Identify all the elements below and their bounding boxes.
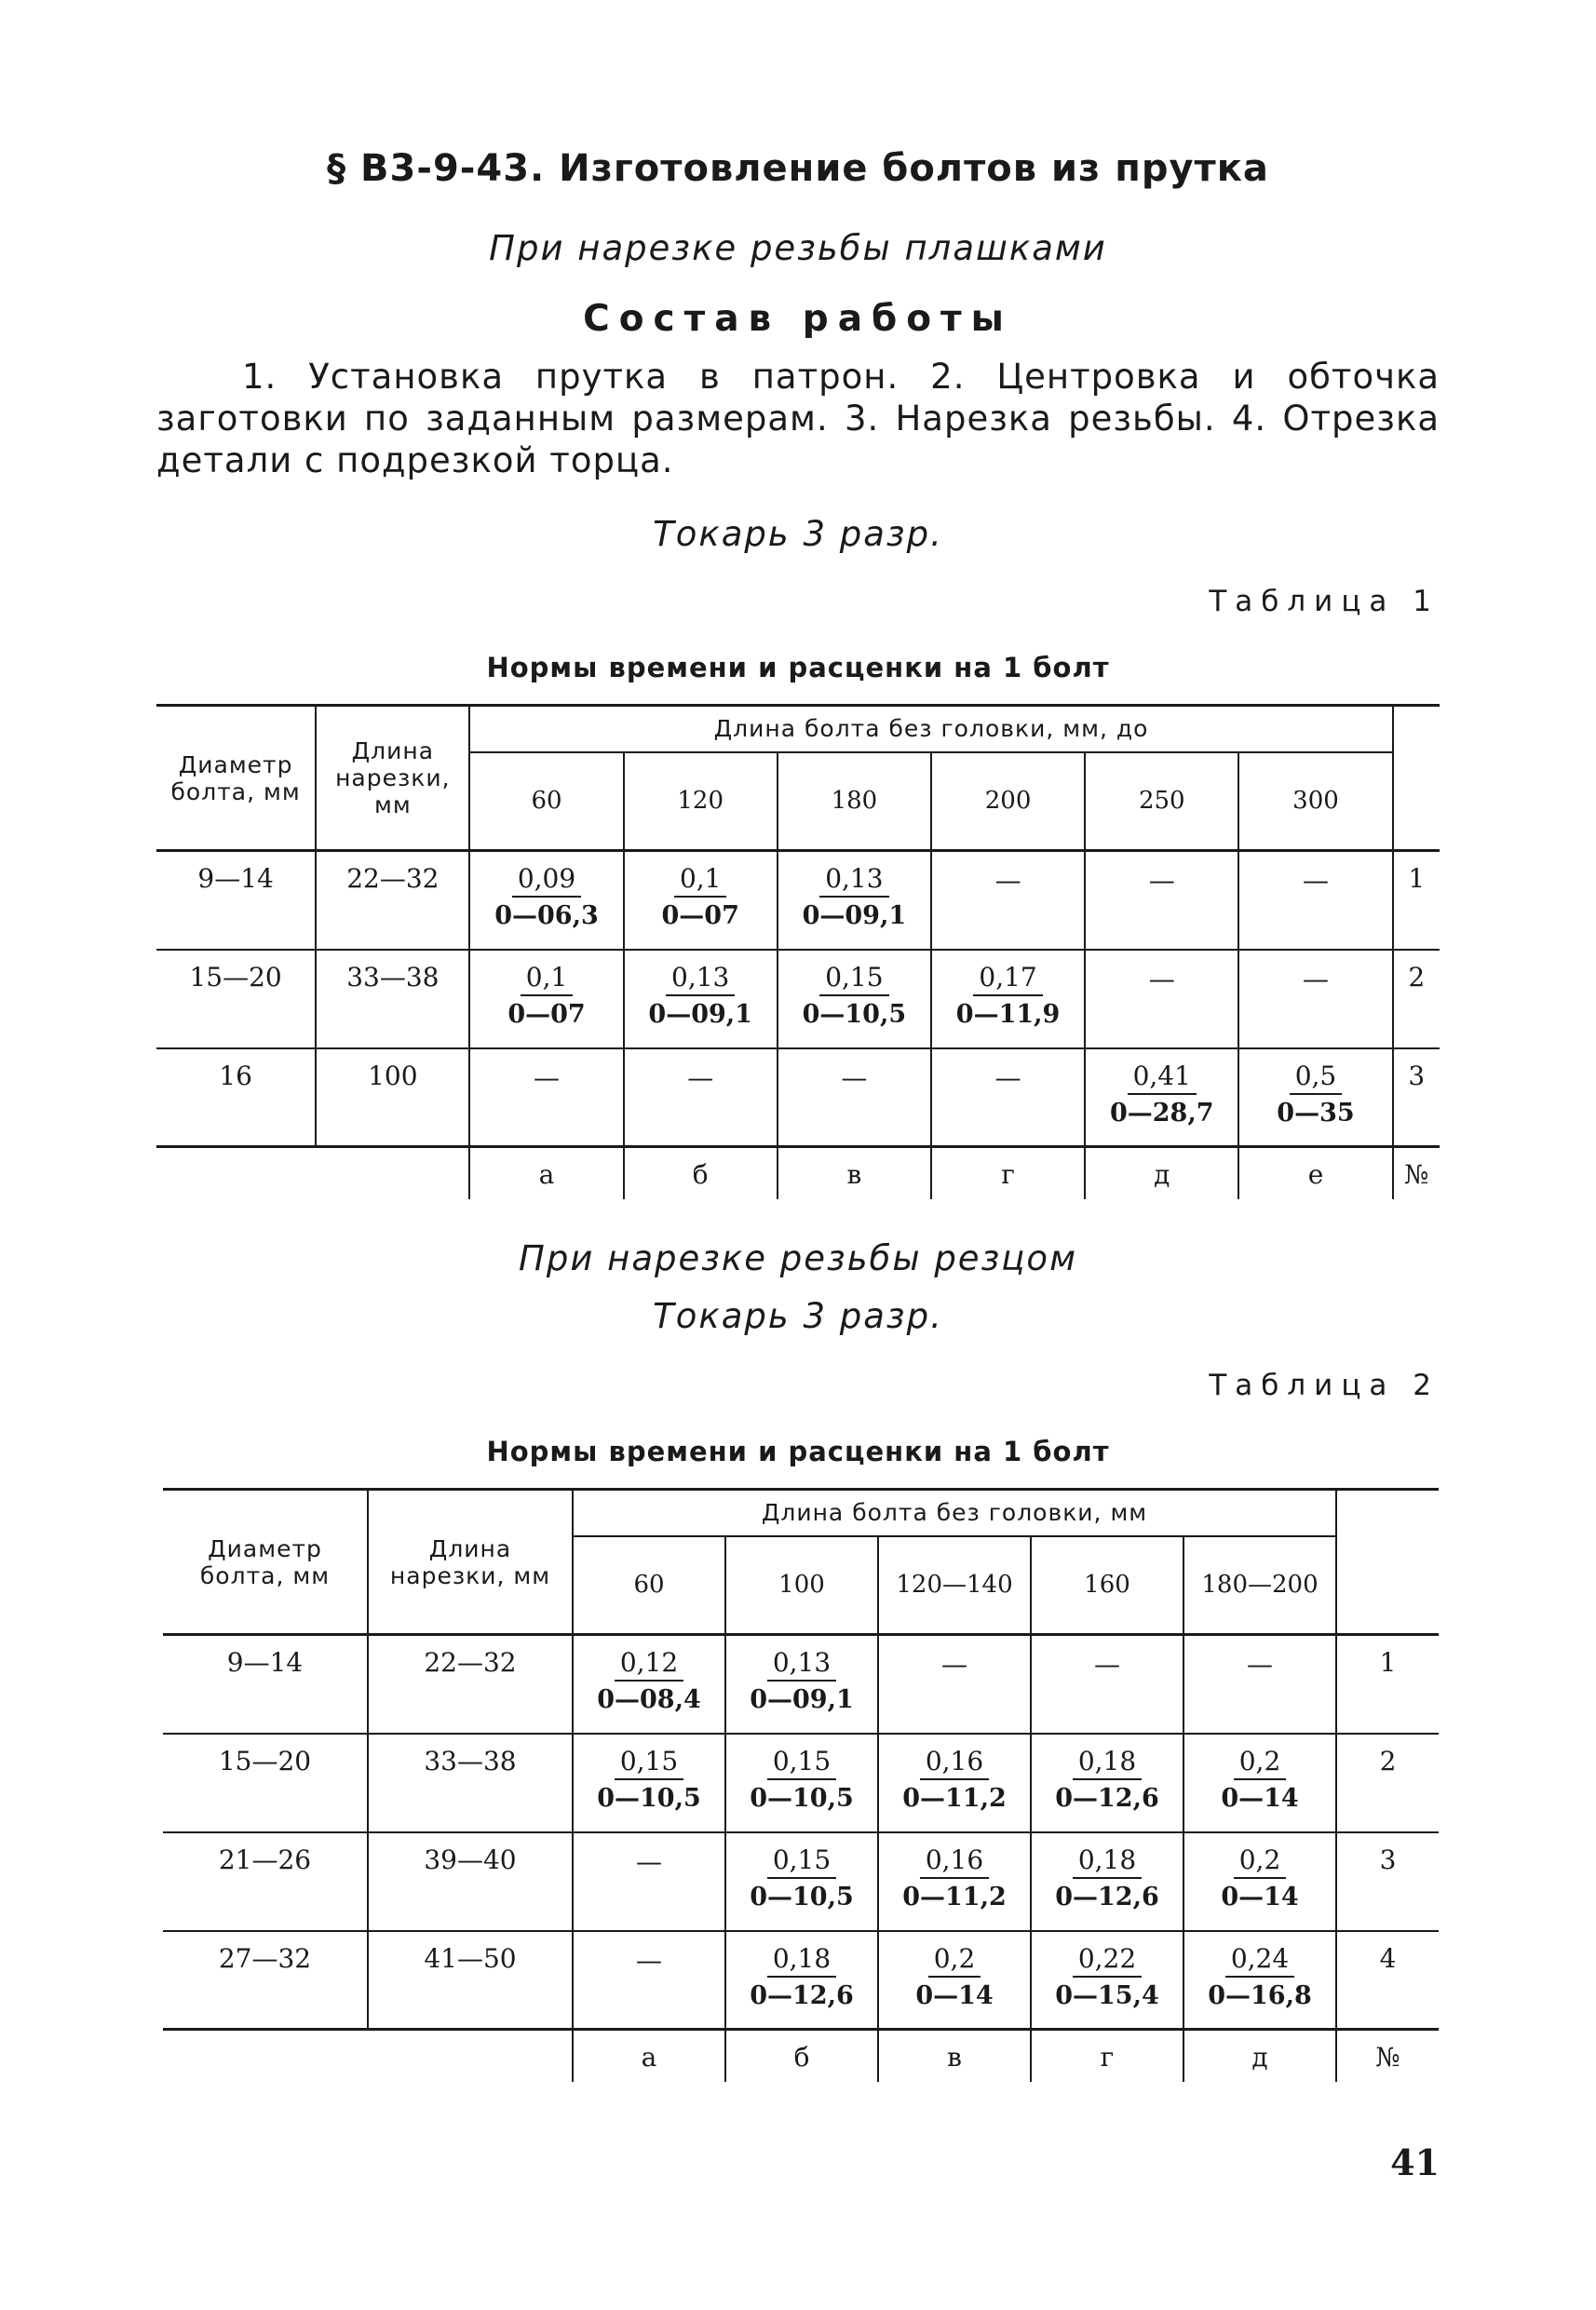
header-length-3: 200 <box>931 752 1085 851</box>
rate-value: 0—09,1 <box>802 901 907 930</box>
rate-value: 0—06,3 <box>494 901 599 930</box>
cell-norm <box>624 950 778 1048</box>
column-letter: в <box>878 2030 1031 2082</box>
rate-value: 0—08,4 <box>597 1685 701 1714</box>
rate-value: 0—15,4 <box>1055 1980 1159 2010</box>
time-rate-fraction <box>902 1746 1007 1813</box>
page-number: 41 <box>1390 2141 1440 2183</box>
empty-dash: — <box>687 1061 714 1093</box>
empty-dash: — <box>636 1944 662 1976</box>
rate-value: 0—12,6 <box>750 1980 854 2010</box>
time-norm: 0,18 <box>1073 1746 1142 1780</box>
cell-norm <box>1085 950 1238 1048</box>
time-rate-fraction <box>750 1943 854 2010</box>
column-letter: а <box>469 1147 623 1199</box>
time-norm: 0,2 <box>1234 1844 1287 1879</box>
time-norm: 0,16 <box>920 1746 989 1780</box>
cell-diameter: 21—26 <box>163 1832 368 1931</box>
rate-value: 0—10,5 <box>597 1783 701 1813</box>
time-rate-fraction <box>648 962 752 1029</box>
table-1-label: Таблица 1 <box>1209 585 1440 618</box>
cell-norm <box>1085 1048 1238 1147</box>
cell-norm <box>878 1931 1031 2030</box>
time-norm: 0,2 <box>928 1943 981 1978</box>
cell-row-number: 1 <box>1393 851 1440 950</box>
cell-norm <box>624 851 778 950</box>
cell-norm <box>878 1832 1031 1931</box>
cell-diameter: 27—32 <box>163 1931 368 2030</box>
cell-norm <box>725 1931 878 2030</box>
time-norm: 0,41 <box>1128 1060 1197 1095</box>
footer-blank <box>163 2030 368 2082</box>
work-composition-heading: Состав работы <box>583 298 1013 340</box>
table-1-caption: Нормы времени и расценки на 1 болт <box>486 652 1110 683</box>
cell-diameter: 15—20 <box>156 950 316 1048</box>
cell-norm <box>931 851 1085 950</box>
table-row <box>163 1635 1439 1734</box>
empty-dash: — <box>1302 865 1329 896</box>
empty-dash: — <box>1247 1649 1273 1680</box>
header-length-4: 250 <box>1085 752 1238 851</box>
cell-norm <box>1183 1734 1336 1832</box>
time-rate-fraction <box>494 863 599 930</box>
time-rate-fraction <box>750 1844 854 1911</box>
time-rate-fraction <box>1110 1060 1214 1128</box>
cell-norm <box>778 1048 931 1147</box>
header-length-1: 120 <box>624 752 778 851</box>
cell-thread-length: 33—38 <box>368 1734 573 1832</box>
rate-value: 0—10,5 <box>802 999 907 1029</box>
column-letter: в <box>778 1147 931 1199</box>
rate-value: 0—35 <box>1277 1098 1355 1128</box>
time-norm: 0,12 <box>615 1647 683 1682</box>
worker-grade-1: Токарь 3 разр. <box>653 514 943 554</box>
time-rate-fraction <box>750 1746 854 1813</box>
time-rate-fraction <box>1055 1844 1159 1911</box>
header-length-3: 160 <box>1031 1536 1183 1635</box>
footer-blank <box>316 1147 469 1199</box>
number-sign: № <box>1393 1147 1440 1199</box>
header-length-5: 300 <box>1238 752 1392 851</box>
time-norm: 0,17 <box>973 962 1042 996</box>
cell-thread-length: 22—32 <box>368 1635 573 1734</box>
column-letter: е <box>1238 1147 1392 1199</box>
rate-value: 0—11,2 <box>902 1882 1007 1911</box>
header-row-number-column <box>1336 1490 1439 1635</box>
rate-value: 0—16,8 <box>1208 1980 1312 2010</box>
cell-norm <box>1238 1048 1392 1147</box>
time-norm: 0,18 <box>767 1943 836 1978</box>
time-norm: 0,15 <box>767 1746 836 1780</box>
time-norm: 0,5 <box>1290 1060 1343 1095</box>
cell-diameter: 9—14 <box>156 851 316 950</box>
cell-norm <box>1085 851 1238 950</box>
time-rate-fraction <box>597 1746 701 1813</box>
empty-dash: — <box>1302 963 1329 994</box>
column-letter: д <box>1183 2030 1336 2082</box>
empty-dash: — <box>994 865 1021 896</box>
cell-norm <box>878 1635 1031 1734</box>
time-norm: 0,13 <box>819 863 888 898</box>
time-rate-fraction <box>1221 1746 1298 1813</box>
cell-thread-length: 100 <box>316 1048 469 1147</box>
cell-norm <box>1031 1832 1183 1931</box>
header-diameter: Диаметр болта, мм <box>163 1490 368 1635</box>
worker-grade-2: Токарь 3 разр. <box>653 1296 943 1336</box>
cell-row-number: 3 <box>1336 1832 1439 1931</box>
cell-norm <box>778 851 931 950</box>
cell-thread-length: 22—32 <box>316 851 469 950</box>
rate-value: 0—14 <box>1221 1783 1299 1813</box>
time-norm: 0,16 <box>920 1844 989 1879</box>
cell-thread-length: 33—38 <box>316 950 469 1048</box>
column-letter: а <box>573 2030 725 2082</box>
empty-dash: — <box>636 1845 662 1877</box>
time-norm: 0,22 <box>1073 1943 1142 1978</box>
header-length-0: 60 <box>573 1536 725 1635</box>
header-length-1: 100 <box>725 1536 878 1635</box>
table-row <box>163 1734 1439 1832</box>
cell-norm <box>878 1734 1031 1832</box>
time-rate-fraction <box>803 863 907 930</box>
rate-value: 0—28,7 <box>1109 1098 1214 1128</box>
header-thread-length: Длина нарезки, мм <box>316 706 469 851</box>
work-composition-text: 1. Установка прутка в патрон. 2. Центровка и обточка заготовки по заданным размерам. 3. Нарезка резьбы. 4. Отрезка детали с подрезкой торца. <box>156 357 1440 480</box>
time-rate-fraction <box>1055 1746 1159 1813</box>
cell-diameter: 15—20 <box>163 1734 368 1832</box>
header-thread-length: Длина нарезки, мм <box>368 1490 573 1635</box>
empty-dash: — <box>941 1649 967 1680</box>
time-rate-fraction <box>956 962 1061 1029</box>
cell-thread-length: 39—40 <box>368 1832 573 1931</box>
cell-norm <box>469 950 623 1048</box>
column-letter: г <box>931 1147 1085 1199</box>
time-norm: 0,15 <box>767 1844 836 1879</box>
cell-row-number: 1 <box>1336 1635 1439 1734</box>
table-row <box>163 1832 1439 1931</box>
cell-norm <box>1031 1635 1183 1734</box>
cell-norm <box>1031 1931 1183 2030</box>
column-letter: б <box>624 1147 778 1199</box>
cell-diameter: 16 <box>156 1048 316 1147</box>
cell-norm <box>931 1048 1085 1147</box>
rate-value: 0—14 <box>1221 1882 1299 1911</box>
time-rate-fraction <box>803 962 907 1029</box>
empty-dash: — <box>994 1061 1021 1093</box>
time-norm: 0,18 <box>1073 1844 1142 1879</box>
table-row <box>163 1931 1439 2030</box>
rate-value: 0—10,5 <box>750 1882 854 1911</box>
table-2-label: Таблица 2 <box>1209 1369 1440 1402</box>
table-row <box>156 1048 1440 1147</box>
time-rate-fraction <box>597 1647 701 1714</box>
cell-row-number: 2 <box>1336 1734 1439 1832</box>
header-diameter: Диаметр болта, мм <box>156 706 316 851</box>
cell-thread-length: 41—50 <box>368 1931 573 2030</box>
cell-norm <box>725 1635 878 1734</box>
cell-diameter: 9—14 <box>163 1635 368 1734</box>
empty-dash: — <box>1148 865 1175 896</box>
cell-row-number: 2 <box>1393 950 1440 1048</box>
table-row <box>156 851 1440 950</box>
cell-norm <box>573 1734 725 1832</box>
cell-norm <box>725 1734 878 1832</box>
time-rate-fraction <box>1221 1844 1298 1911</box>
table-2-caption: Нормы времени и расценки на 1 болт <box>486 1436 1110 1467</box>
time-rate-fraction <box>662 863 739 930</box>
time-norm: 0,13 <box>767 1647 836 1682</box>
header-length-2: 180 <box>778 752 931 851</box>
rate-value: 0—12,6 <box>1055 1783 1159 1813</box>
time-norm: 0,1 <box>674 863 727 898</box>
time-rate-fraction <box>1055 1943 1159 2010</box>
cell-norm <box>1183 1635 1336 1734</box>
rate-value: 0—12,6 <box>1055 1882 1159 1911</box>
header-row-number-column <box>1393 706 1440 851</box>
empty-dash: — <box>1094 1649 1120 1680</box>
time-rate-fraction <box>915 1943 993 2010</box>
cell-norm <box>469 1048 623 1147</box>
time-norm: 0,15 <box>819 962 888 996</box>
header-bolt-length-group: Длина болта без головки, мм <box>573 1490 1336 1536</box>
cell-norm <box>1031 1734 1183 1832</box>
footer-blank <box>156 1147 316 1199</box>
section-title: § В3-9-43. Изготовление болтов из прутка <box>327 147 1269 190</box>
cell-norm <box>1183 1832 1336 1931</box>
time-rate-fraction <box>1277 1060 1354 1128</box>
cell-norm <box>624 1048 778 1147</box>
cell-norm <box>1238 851 1392 950</box>
column-letter: б <box>725 2030 878 2082</box>
empty-dash: — <box>1148 963 1175 994</box>
rate-value: 0—14 <box>915 1980 994 2010</box>
rate-value: 0—10,5 <box>750 1783 854 1813</box>
norms-table-2 <box>163 1488 1439 2082</box>
empty-dash: — <box>534 1061 561 1093</box>
time-norm: 0,1 <box>521 962 574 996</box>
time-norm: 0,09 <box>512 863 581 898</box>
rate-value: 0—11,2 <box>902 1783 1007 1813</box>
cell-norm <box>1183 1931 1336 2030</box>
cell-norm <box>573 1832 725 1931</box>
cell-norm <box>931 950 1085 1048</box>
rate-value: 0—09,1 <box>648 999 752 1029</box>
time-norm: 0,15 <box>615 1746 683 1780</box>
number-sign: № <box>1336 2030 1439 2082</box>
time-rate-fraction <box>902 1844 1007 1911</box>
time-rate-fraction <box>1208 1943 1312 2010</box>
header-bolt-length-group: Длина болта без головки, мм, до <box>469 706 1392 752</box>
header-length-4: 180—200 <box>1183 1536 1336 1635</box>
cell-row-number: 3 <box>1393 1048 1440 1147</box>
time-rate-fraction <box>507 962 585 1029</box>
cell-norm <box>573 1931 725 2030</box>
subtitle-cutter: При нарезке резьбы резцом <box>519 1238 1077 1278</box>
cell-norm <box>778 950 931 1048</box>
column-letter: д <box>1085 1147 1238 1199</box>
column-letter: г <box>1031 2030 1183 2082</box>
header-length-2: 120—140 <box>878 1536 1031 1635</box>
header-length-0: 60 <box>469 752 623 851</box>
cell-norm <box>469 851 623 950</box>
table-row <box>156 950 1440 1048</box>
subtitle-dies: При нарезке резьбы плашками <box>489 228 1107 268</box>
rate-value: 0—09,1 <box>750 1685 854 1714</box>
empty-dash: — <box>841 1061 868 1093</box>
rate-value: 0—07 <box>507 999 586 1029</box>
rate-value: 0—11,9 <box>955 999 1061 1029</box>
cell-norm <box>725 1832 878 1931</box>
cell-norm <box>1238 950 1392 1048</box>
time-norm: 0,13 <box>666 962 735 996</box>
cell-norm <box>573 1635 725 1734</box>
time-norm: 0,24 <box>1225 1943 1294 1978</box>
time-norm: 0,2 <box>1234 1746 1287 1780</box>
time-rate-fraction <box>750 1647 854 1714</box>
norms-table-1 <box>156 704 1440 1199</box>
cell-row-number: 4 <box>1336 1931 1439 2030</box>
rate-value: 0—07 <box>661 901 739 930</box>
footer-blank <box>368 2030 573 2082</box>
